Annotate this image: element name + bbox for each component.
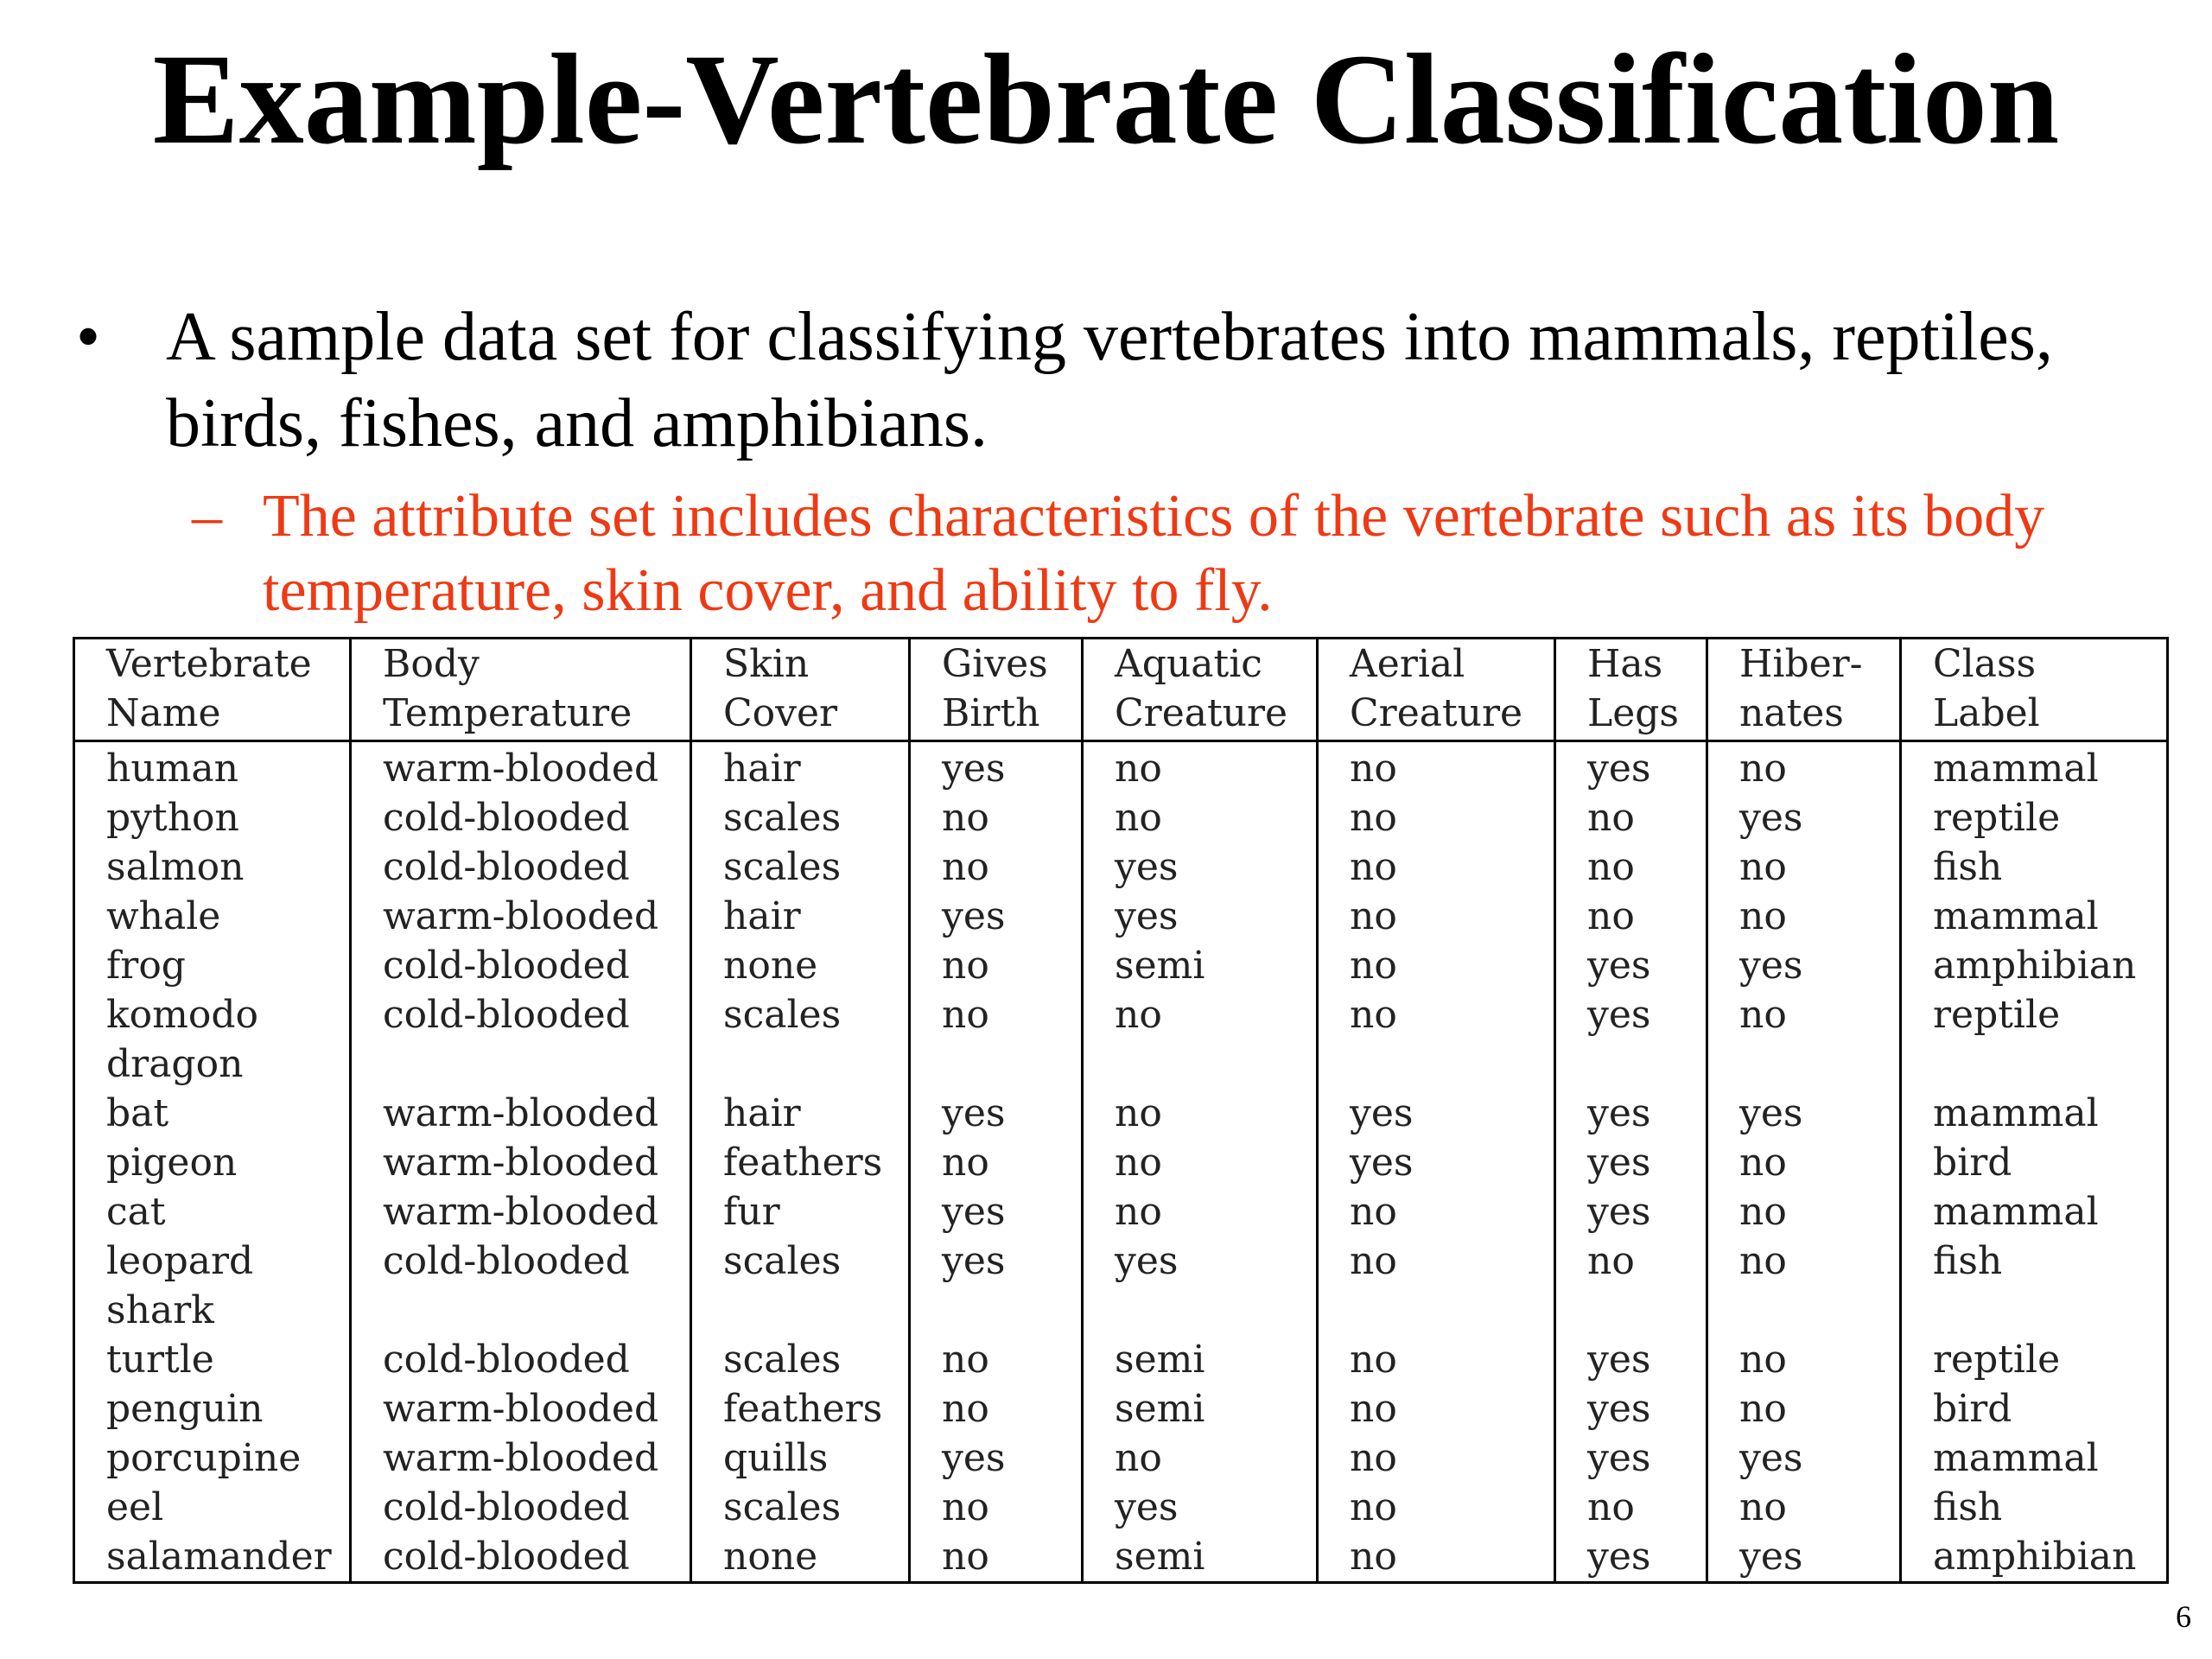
cell-skin-cover: hair (691, 741, 910, 794)
cell-gives-birth: yes (910, 1433, 1083, 1483)
cell-vertebrate-name: cat (106, 1190, 166, 1234)
cell-aquatic-creature: semi (1083, 1384, 1318, 1433)
cell-gives-birth: yes (910, 1236, 1083, 1335)
cell-gives-birth: no (910, 1138, 1083, 1187)
cell-skin-cover: none (691, 1532, 910, 1583)
cell-aerial-creature: no (1318, 990, 1555, 1089)
cell-class-label: mammal (1901, 741, 2168, 794)
cell-aerial-creature: no (1318, 842, 1555, 892)
cell-body-temperature: warm-blooded (351, 1138, 691, 1187)
table-row (74, 1532, 2168, 1583)
header-aquatic-creature: Aquatic Creature (1083, 639, 1318, 741)
cell-vertebrate-name: salamander (106, 1535, 332, 1579)
cell-vertebrate-name: turtle (106, 1338, 214, 1382)
cell-vertebrate-name: salmon (106, 845, 245, 889)
cell-aquatic-creature: no (1083, 1138, 1318, 1187)
cell-aquatic-creature: semi (1083, 1532, 1318, 1583)
cell-aerial-creature: no (1318, 1335, 1555, 1384)
header-vertebrate-name: Vertebrate Name (74, 639, 351, 741)
cell-has-legs: yes (1555, 990, 1707, 1089)
cell-body-temperature: cold-blooded (351, 1335, 691, 1384)
header-has-legs: Has Legs (1555, 639, 1707, 741)
cell-aquatic-creature: yes (1083, 1236, 1318, 1335)
cell-body-temperature: cold-blooded (351, 1532, 691, 1583)
cell-body-temperature: cold-blooded (351, 793, 691, 842)
cell-has-legs: yes (1555, 1089, 1707, 1138)
cell-skin-cover: scales (691, 793, 910, 842)
bullet-dot-icon: • (76, 299, 101, 375)
cell-gives-birth: yes (910, 741, 1083, 794)
cell-vertebrate-name: porcupine (106, 1436, 302, 1480)
cell-body-temperature: warm-blooded (351, 1187, 691, 1236)
cell-class-label: reptile (1901, 793, 2168, 842)
cell-body-temperature: warm-blooded (351, 1433, 691, 1483)
table-row (74, 741, 2168, 794)
cell-aerial-creature: no (1318, 1532, 1555, 1583)
vertebrate-data-table (73, 637, 2169, 1584)
cell-skin-cover: scales (691, 990, 910, 1089)
cell-vertebrate-name: bat (106, 1091, 169, 1135)
cell-aquatic-creature: yes (1083, 892, 1318, 941)
header-body-temperature: Body Temperature (351, 639, 691, 741)
cell-vertebrate-name: human (106, 747, 238, 791)
cell-gives-birth: no (910, 1532, 1083, 1583)
cell-body-temperature: warm-blooded (351, 741, 691, 794)
cell-aquatic-creature: no (1083, 741, 1318, 794)
header-gives-birth: Gives Birth (910, 639, 1083, 741)
cell-class-label: mammal (1901, 1187, 2168, 1236)
cell-vertebrate-name: whale (106, 894, 221, 938)
slide-title: Example-Vertebrate Classification (152, 28, 2060, 171)
cell-aerial-creature: yes (1318, 1138, 1555, 1187)
header-aerial-creature: Aerial Creature (1318, 639, 1555, 741)
cell-vertebrate-name: penguin (106, 1387, 264, 1431)
cell-skin-cover: feathers (691, 1384, 910, 1433)
cell-gives-birth: yes (910, 892, 1083, 941)
cell-skin-cover: scales (691, 1335, 910, 1384)
cell-skin-cover: hair (691, 1089, 910, 1138)
header-hibernates: Hiber- nates (1707, 639, 1901, 741)
sub-bullet-text: The attribute set includes characteristics of the vertebrate such as its body temperature, skin cover, and ability to fly. (263, 483, 2045, 624)
table-row (74, 1138, 2168, 1187)
cell-skin-cover: hair (691, 892, 910, 941)
cell-gives-birth: no (910, 842, 1083, 892)
cell-aerial-creature: yes (1318, 1089, 1555, 1138)
table-row (74, 1187, 2168, 1236)
cell-body-temperature: cold-blooded (351, 1483, 691, 1532)
cell-has-legs: yes (1555, 1433, 1707, 1483)
cell-class-label: mammal (1901, 892, 2168, 941)
cell-vertebrate-name: pigeon (106, 1141, 238, 1185)
cell-class-label: reptile (1901, 1335, 2168, 1384)
cell-aquatic-creature: semi (1083, 941, 1318, 990)
cell-hibernates: no (1707, 1187, 1901, 1236)
cell-hibernates: yes (1707, 1433, 1901, 1483)
cell-gives-birth: no (910, 990, 1083, 1089)
cell-aerial-creature: no (1318, 1433, 1555, 1483)
cell-class-label: amphibian (1901, 1532, 2168, 1583)
cell-skin-cover: scales (691, 842, 910, 892)
cell-body-temperature: cold-blooded (351, 941, 691, 990)
cell-aquatic-creature: yes (1083, 842, 1318, 892)
cell-vertebrate-name: leopard shark (106, 1239, 254, 1332)
cell-gives-birth: no (910, 1483, 1083, 1532)
cell-has-legs: yes (1555, 1138, 1707, 1187)
cell-aerial-creature: no (1318, 1483, 1555, 1532)
cell-aerial-creature: no (1318, 741, 1555, 794)
cell-has-legs: no (1555, 1483, 1707, 1532)
page-number: 6 (2176, 1599, 2191, 1634)
cell-aquatic-creature: no (1083, 1187, 1318, 1236)
cell-gives-birth: yes (910, 1187, 1083, 1236)
cell-hibernates: yes (1707, 1089, 1901, 1138)
table-row (74, 1089, 2168, 1138)
cell-skin-cover: quills (691, 1433, 910, 1483)
bullet-text: A sample data set for classifying vertebrates into mammals, reptiles, birds, fishes, and amphibians. (166, 299, 2053, 461)
header-skin-cover: Skin Cover (691, 639, 910, 741)
cell-skin-cover: none (691, 941, 910, 990)
header-class-label: Class Label (1901, 639, 2168, 741)
cell-hibernates: no (1707, 1384, 1901, 1433)
cell-gives-birth: no (910, 1384, 1083, 1433)
cell-skin-cover: scales (691, 1483, 910, 1532)
cell-hibernates: no (1707, 990, 1901, 1089)
table-row (74, 842, 2168, 892)
cell-skin-cover: scales (691, 1236, 910, 1335)
cell-body-temperature: cold-blooded (351, 990, 691, 1089)
cell-body-temperature: warm-blooded (351, 1089, 691, 1138)
cell-aerial-creature: no (1318, 793, 1555, 842)
cell-has-legs: no (1555, 1236, 1707, 1335)
table-row (74, 941, 2168, 990)
cell-hibernates: no (1707, 842, 1901, 892)
cell-class-label: amphibian (1901, 941, 2168, 990)
cell-vertebrate-name: frog (106, 944, 186, 988)
cell-class-label: bird (1901, 1138, 2168, 1187)
cell-aerial-creature: no (1318, 1384, 1555, 1433)
cell-vertebrate-name: eel (106, 1485, 164, 1529)
cell-skin-cover: fur (691, 1187, 910, 1236)
cell-has-legs: yes (1555, 1187, 1707, 1236)
cell-has-legs: yes (1555, 1335, 1707, 1384)
cell-gives-birth: no (910, 793, 1083, 842)
cell-aerial-creature: no (1318, 892, 1555, 941)
cell-aerial-creature: no (1318, 1236, 1555, 1335)
cell-hibernates: yes (1707, 1532, 1901, 1583)
cell-class-label: mammal (1901, 1433, 2168, 1483)
cell-aquatic-creature: no (1083, 793, 1318, 842)
cell-class-label: fish (1901, 1236, 2168, 1335)
cell-hibernates: no (1707, 1335, 1901, 1384)
cell-has-legs: yes (1555, 741, 1707, 794)
table-header-row (74, 639, 2168, 741)
cell-body-temperature: warm-blooded (351, 892, 691, 941)
cell-has-legs: yes (1555, 1384, 1707, 1433)
cell-hibernates: no (1707, 1138, 1901, 1187)
cell-class-label: fish (1901, 1483, 2168, 1532)
cell-hibernates: no (1707, 1236, 1901, 1335)
cell-class-label: reptile (1901, 990, 2168, 1089)
cell-vertebrate-name: python (106, 796, 239, 840)
cell-has-legs: no (1555, 892, 1707, 941)
table-body (74, 741, 2168, 1583)
cell-aquatic-creature: no (1083, 1089, 1318, 1138)
cell-body-temperature: cold-blooded (351, 842, 691, 892)
cell-hibernates: no (1707, 1483, 1901, 1532)
cell-body-temperature: warm-blooded (351, 1384, 691, 1433)
table-row (74, 892, 2168, 941)
cell-hibernates: yes (1707, 793, 1901, 842)
table-row (74, 1335, 2168, 1384)
cell-has-legs: yes (1555, 941, 1707, 990)
cell-has-legs: no (1555, 842, 1707, 892)
cell-aerial-creature: no (1318, 941, 1555, 990)
table-row (74, 1384, 2168, 1433)
cell-gives-birth: no (910, 1335, 1083, 1384)
table-row (74, 990, 2168, 1089)
cell-body-temperature: cold-blooded (351, 1236, 691, 1335)
dash-icon: – (192, 483, 222, 550)
cell-hibernates: no (1707, 892, 1901, 941)
table-row (74, 793, 2168, 842)
table-row (74, 1236, 2168, 1335)
cell-gives-birth: no (910, 941, 1083, 990)
cell-has-legs: no (1555, 793, 1707, 842)
cell-hibernates: no (1707, 741, 1901, 794)
cell-gives-birth: yes (910, 1089, 1083, 1138)
table-row (74, 1433, 2168, 1483)
cell-aquatic-creature: no (1083, 990, 1318, 1089)
cell-hibernates: yes (1707, 941, 1901, 990)
cell-class-label: mammal (1901, 1089, 2168, 1138)
cell-aquatic-creature: semi (1083, 1335, 1318, 1384)
cell-skin-cover: feathers (691, 1138, 910, 1187)
cell-aquatic-creature: no (1083, 1433, 1318, 1483)
cell-vertebrate-name: komodo dragon (106, 993, 259, 1086)
cell-has-legs: yes (1555, 1532, 1707, 1583)
cell-class-label: bird (1901, 1384, 2168, 1433)
table-row (74, 1483, 2168, 1532)
cell-class-label: fish (1901, 842, 2168, 892)
cell-aquatic-creature: yes (1083, 1483, 1318, 1532)
cell-aerial-creature: no (1318, 1187, 1555, 1236)
